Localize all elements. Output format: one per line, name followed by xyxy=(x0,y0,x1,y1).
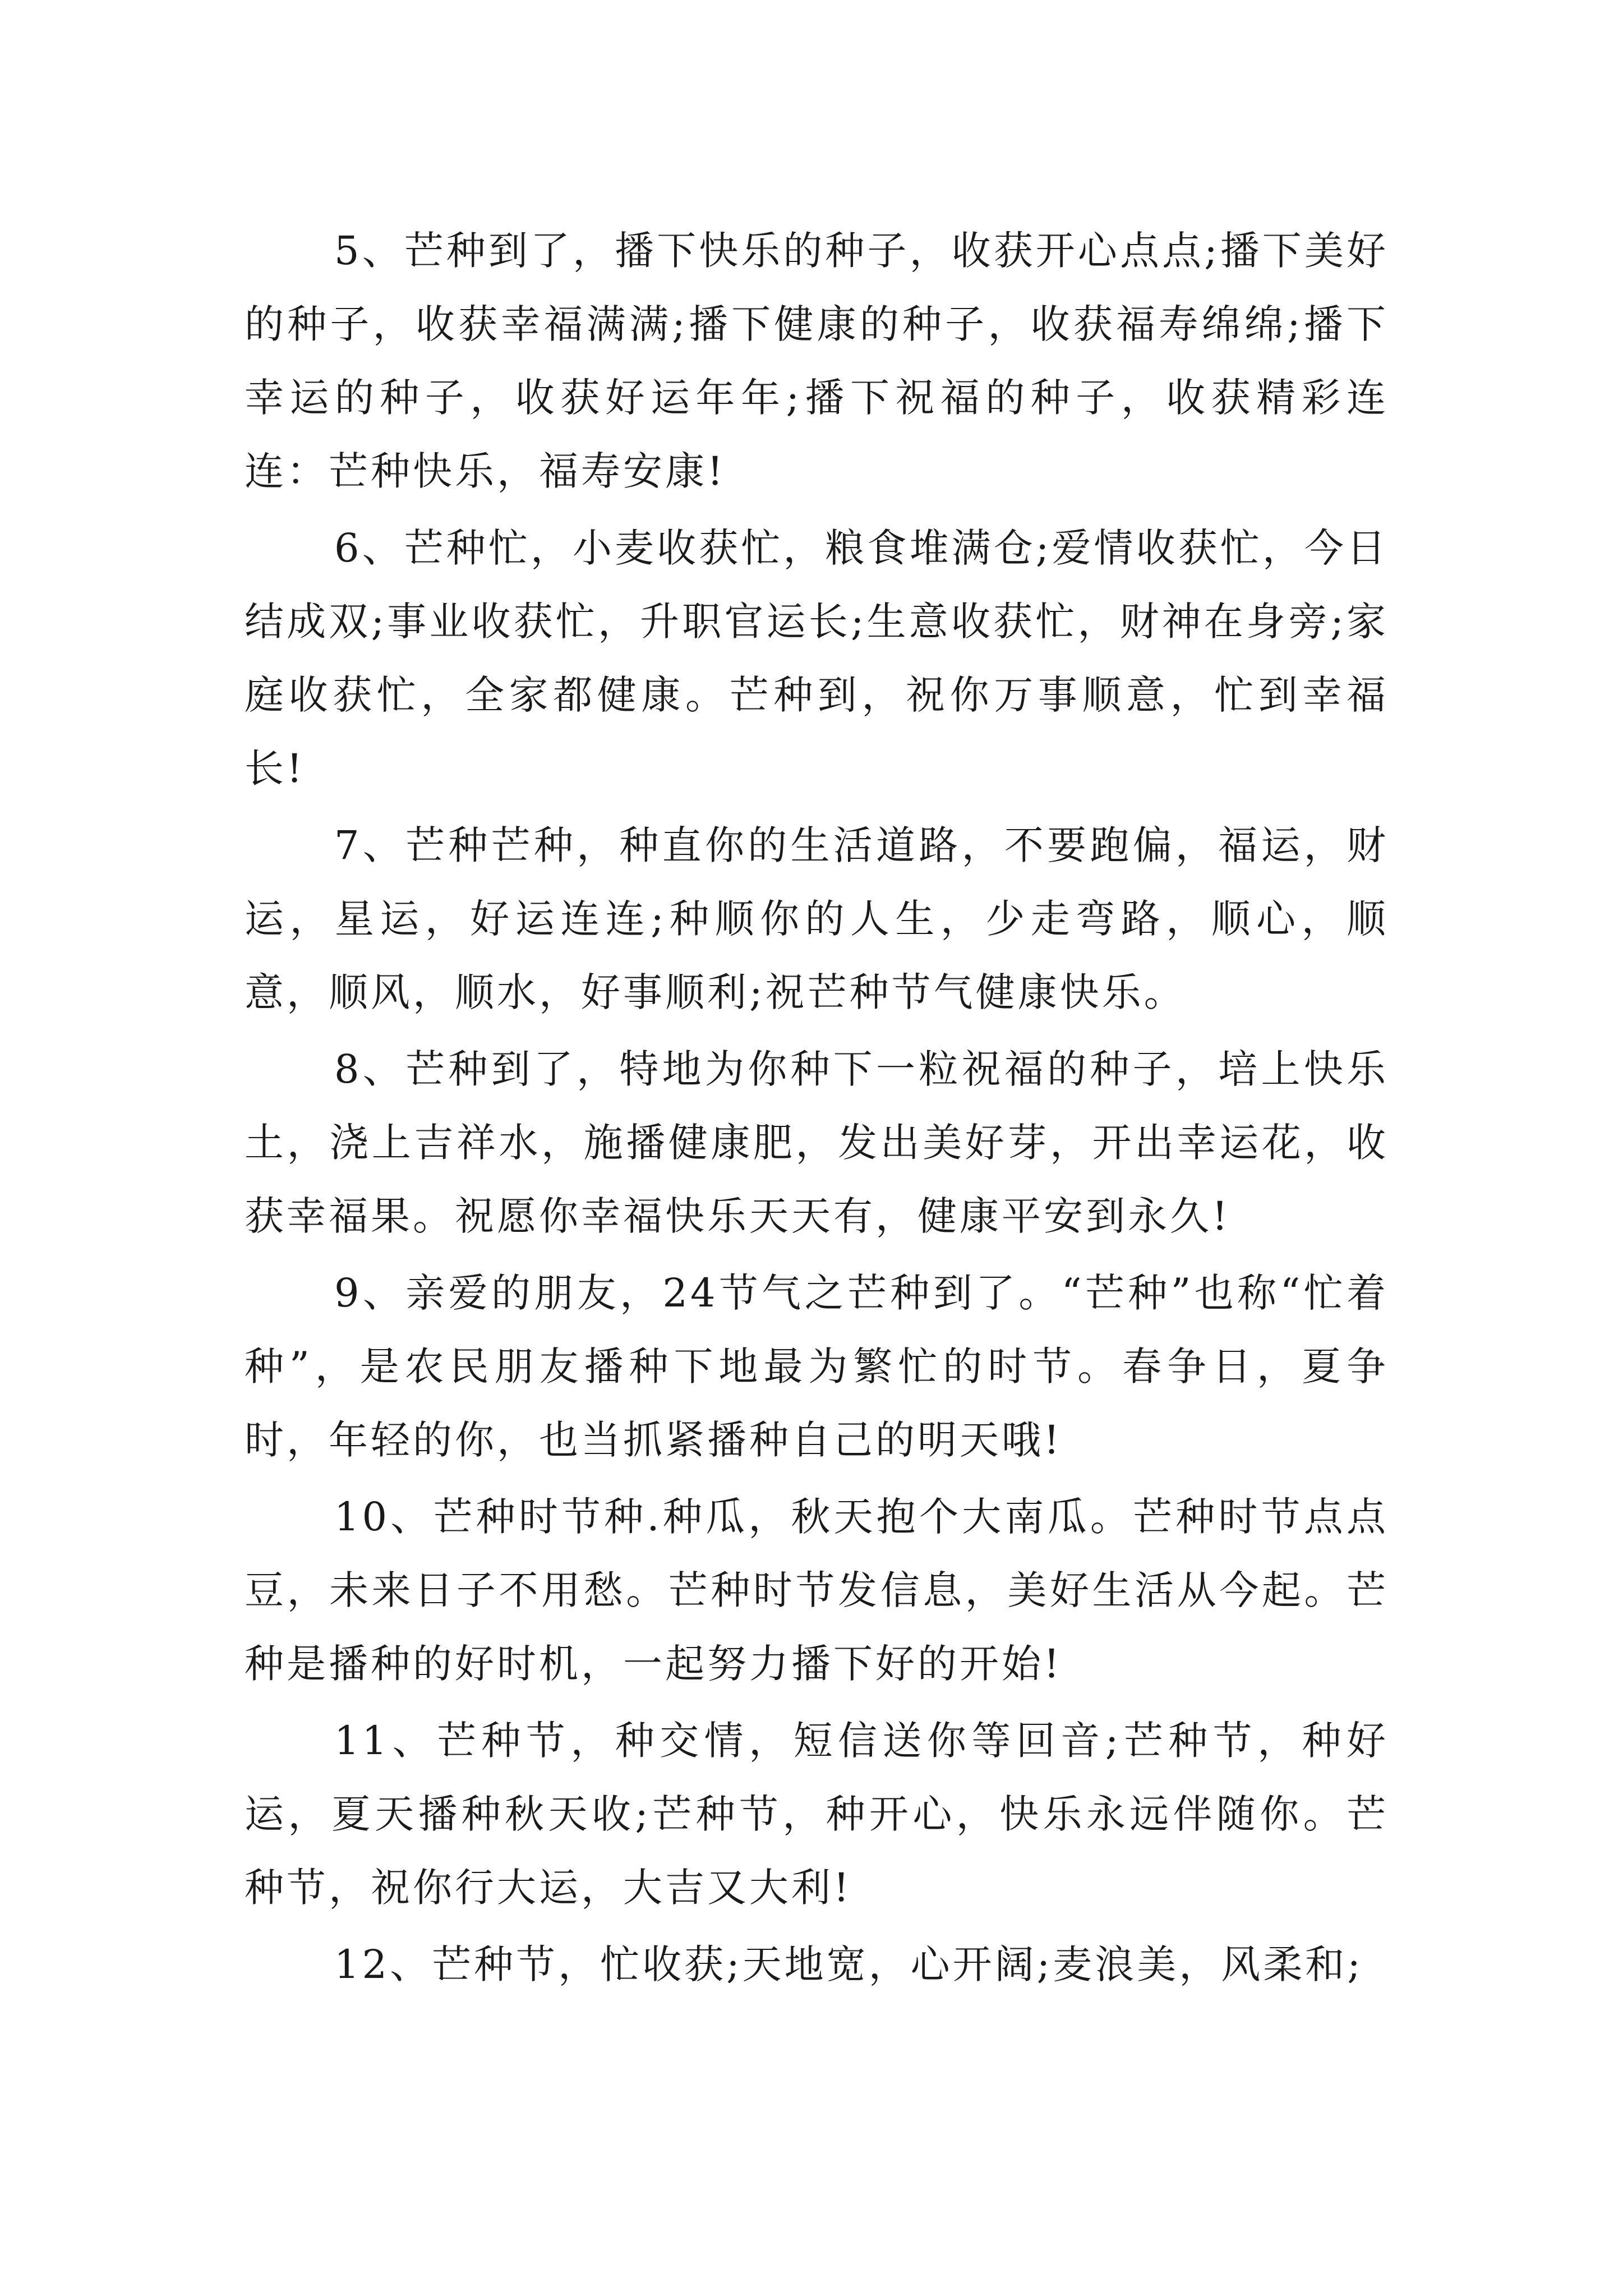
document-body xyxy=(245,214,1389,2005)
paragraph-12: 12、芒种节，忙收获;天地宽，心开阔;麦浪美，风柔和; xyxy=(334,1941,1363,1987)
paragraph-11: 11、芒种节，种交情，短信送你等回音;芒种节，种好运，夏天播种秋天收;芒种节，种开心，快乐永远伴随你。芒种节，祝你行大运，大吉又大利! xyxy=(245,1718,1389,1911)
paragraph-7: 7、芒种芒种，种直你的生活道路，不要跑偏，福运，财运，星运，好运连连;种顺你的人生，少走弯路，顺心，顺意，顺风，顺水，好事顺利;祝芒种节气健康快乐。 xyxy=(245,822,1389,1015)
paragraph-8: 8、芒种到了，特地为你种下一粒祝福的种子，培上快乐土，浇上吉祥水，施播健康肥，发出美好芽，开出幸运花，收获幸福果。祝愿你幸福快乐天天有，健康平安到永久! xyxy=(245,1046,1389,1239)
paragraph-10: 10、芒种时节种.种瓜，秋天抱个大南瓜。芒种时节点点豆，未来日子不用愁。芒种时节发信息，美好生活从今起。芒种是播种的好时机，一起努力播下好的开始! xyxy=(245,1494,1389,1687)
paragraph-9: 9、亲爱的朋友，24节气之芒种到了。“芒种”也称“忙着种”，是农民朋友播种下地最为繁忙的时节。春争日，夏争时，年轻的你，也当抓紧播种自己的明天哦! xyxy=(245,1270,1389,1463)
paragraph-6: 6、芒种忙，小麦收获忙，粮食堆满仓;爱情收获忙，今日结成双;事业收获忙，升职官运长;生意收获忙，财神在身旁;家庭收获忙，全家都健康。芒种到，祝你万事顺意，忙到幸福长! xyxy=(245,525,1389,792)
paragraph-5: 5、芒种到了，播下快乐的种子，收获开心点点;播下美好的种子，收获幸福满满;播下健康的种子，收获福寿绵绵;播下幸运的种子，收获好运年年;播下祝福的种子，收获精彩连连：芒种快乐，福寿安康! xyxy=(245,228,1389,494)
